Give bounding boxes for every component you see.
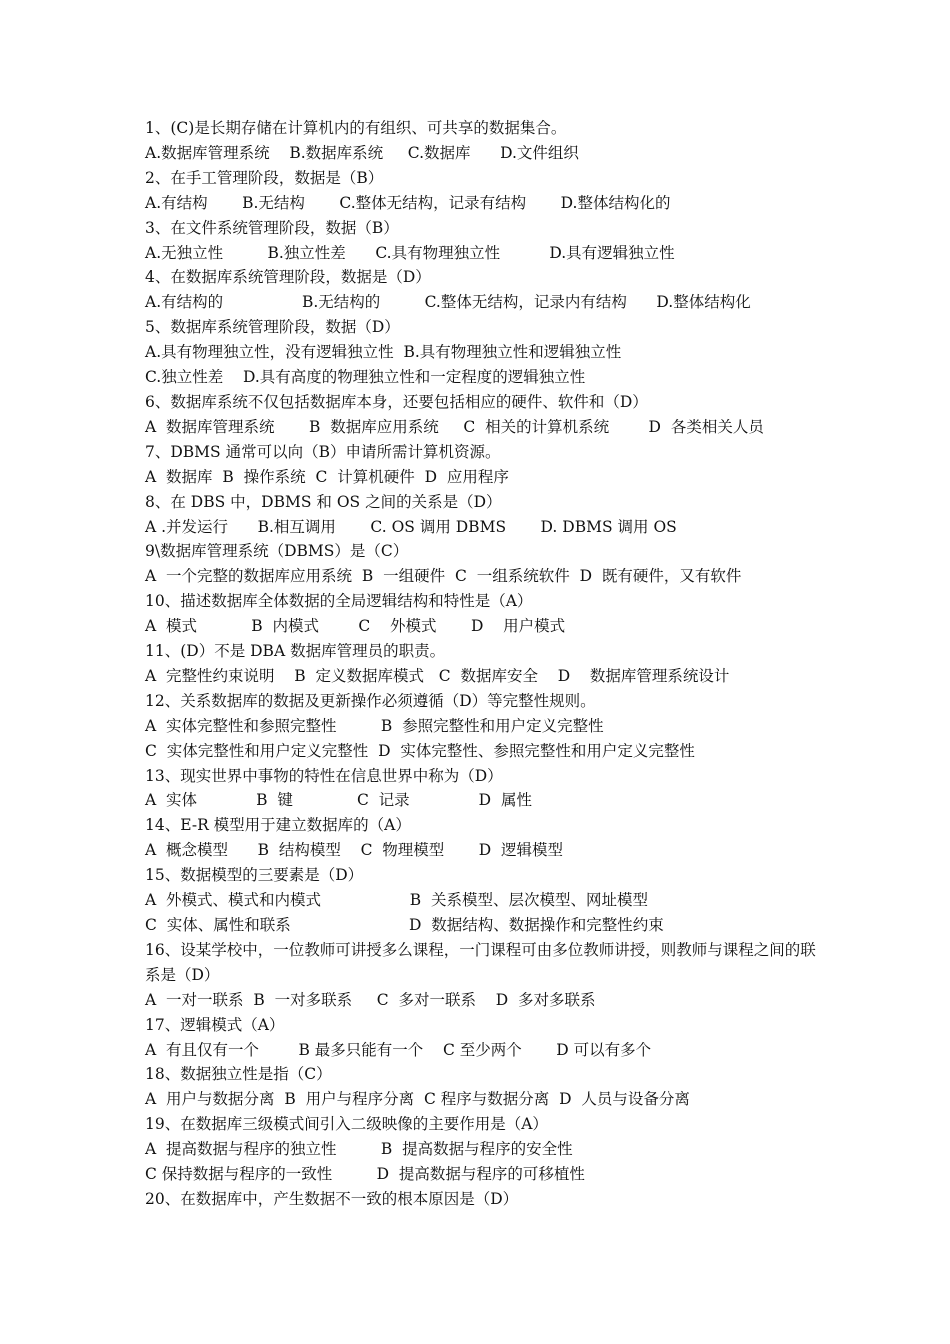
question-line: 18、数据独立性是指（C） — [145, 1065, 332, 1084]
option-line: A.具有物理独立性，没有逻辑独立性 B.具有物理独立性和逻辑独立性 — [145, 343, 622, 362]
option-line: A 一个完整的数据库应用系统 B 一组硬件 C 一组系统软件 D 既有硬件，又有软件 — [145, 567, 742, 586]
question-line: 17、逻辑模式（A） — [145, 1015, 285, 1034]
question-line: 12、关系数据库的数据及更新操作必须遵循（D）等完整性规则。 — [145, 691, 596, 710]
option-line: C.独立性差 D.具有高度的物理独立性和一定程度的逻辑独立性 — [145, 368, 586, 387]
question-line: 20、在数据库中，产生数据不一致的根本原因是（D） — [145, 1189, 519, 1208]
question-line: 15、数据模型的三要素是（D） — [145, 866, 364, 885]
option-line: A 实体 B 键 C 记录 D 属性 — [145, 791, 532, 810]
option-line: C 实体、属性和联系 D 数据结构、数据操作和完整性约束 — [145, 916, 664, 934]
question-line: 4、在数据库系统管理阶段，数据是（D） — [145, 268, 431, 287]
question-line: 19、在数据库三级模式间引入二级映像的主要作用是（A） — [145, 1115, 548, 1134]
option-line: A 提高数据与程序的独立性 B 提高数据与程序的安全性 — [145, 1140, 573, 1159]
option-line: A 一对一联系 B 一对多联系 C 多对一联系 D 多对多联系 — [145, 990, 596, 1009]
option-line: A.数据库管理系统 B.数据库系统 C.数据库 D.文件组织 — [145, 143, 579, 162]
question-line: 6、数据库系统不仅包括数据库本身，还要包括相应的硬件、软件和（D） — [145, 392, 648, 411]
question-line: 11、(D）不是 DBA 数据库管理员的职责。 — [145, 642, 446, 661]
option-line: C 保持数据与程序的一致性 D 提高数据与程序的可移植性 — [145, 1165, 585, 1184]
option-line: A 实体完整性和参照完整性 B 参照完整性和用户定义完整性 — [145, 716, 604, 735]
option-line: A 模式 B 内模式 C 外模式 D 用户模式 — [145, 617, 566, 636]
question-list — [145, 116, 825, 1212]
question-line: 5、数据库系统管理阶段，数据（D） — [145, 318, 400, 337]
option-line: A 数据库 B 操作系统 C 计算机硬件 D 应用程序 — [145, 467, 509, 486]
option-line: A 有且仅有一个 B 最多只能有一个 C 至少两个 D 可以有多个 — [145, 1040, 652, 1059]
question-line: 10、描述数据库全体数据的全局逻辑结构和特性是（A） — [145, 592, 533, 611]
question-line: 7、DBMS 通常可以向（B）申请所需计算机资源。 — [145, 442, 501, 461]
question-line: 14、E-R 模型用于建立数据库的（A） — [145, 816, 411, 835]
option-line: A.无独立性 B.独立性差 C.具有物理独立性 D.具有逻辑独立性 — [145, 243, 675, 262]
option-line: A 概念模型 B 结构模型 C 物理模型 D 逻辑模型 — [145, 841, 564, 860]
option-line: C 实体完整性和用户定义完整性 D 实体完整性、参照完整性和用户定义完整性 — [145, 741, 695, 760]
option-line: A 数据库管理系统 B 数据库应用系统 C 相关的计算机系统 D 各类相关人员 — [145, 417, 764, 436]
question-line: 3、在文件系统管理阶段，数据（B） — [145, 218, 399, 237]
option-line: A 用户与数据分离 B 用户与程序分离 C 程序与数据分离 D 人员与设备分离 — [145, 1090, 690, 1109]
question-line: 8、在 DBS 中，DBMS 和 OS 之间的关系是（D） — [145, 492, 502, 511]
question-line: 1、(C)是长期存储在计算机内的有组织、可共享的数据集合。 — [145, 119, 567, 137]
option-line: A .并发运行 B.相互调用 C. OS 调用 DBMS D. DBMS 调用 OS — [145, 517, 677, 536]
option-line: A.有结构 B.无结构 C.整体无结构，记录有结构 D.整体结构化的 — [145, 193, 671, 212]
option-line: A 完整性约束说明 B 定义数据库模式 C 数据库安全 D 数据库管理系统设计 — [145, 666, 730, 685]
option-line: A.有结构的 B.无结构的 C.整体无结构，记录内有结构 D.整体结构化 — [145, 293, 751, 312]
question-line: 13、现实世界中事物的特性在信息世界中称为（D） — [145, 766, 503, 785]
question-line: 2、在手工管理阶段，数据是（B） — [145, 168, 384, 187]
question-line: 16、设某学校中，一位教师可讲授多么课程，一门课程可由多位教师讲授，则教师与课程之间的联系是（D） — [145, 940, 816, 984]
option-line: A 外模式、模式和内模式 B 关系模型、层次模型、网址模型 — [145, 891, 648, 910]
question-line: 9\数据库管理系统（DBMS）是（C） — [145, 542, 409, 561]
